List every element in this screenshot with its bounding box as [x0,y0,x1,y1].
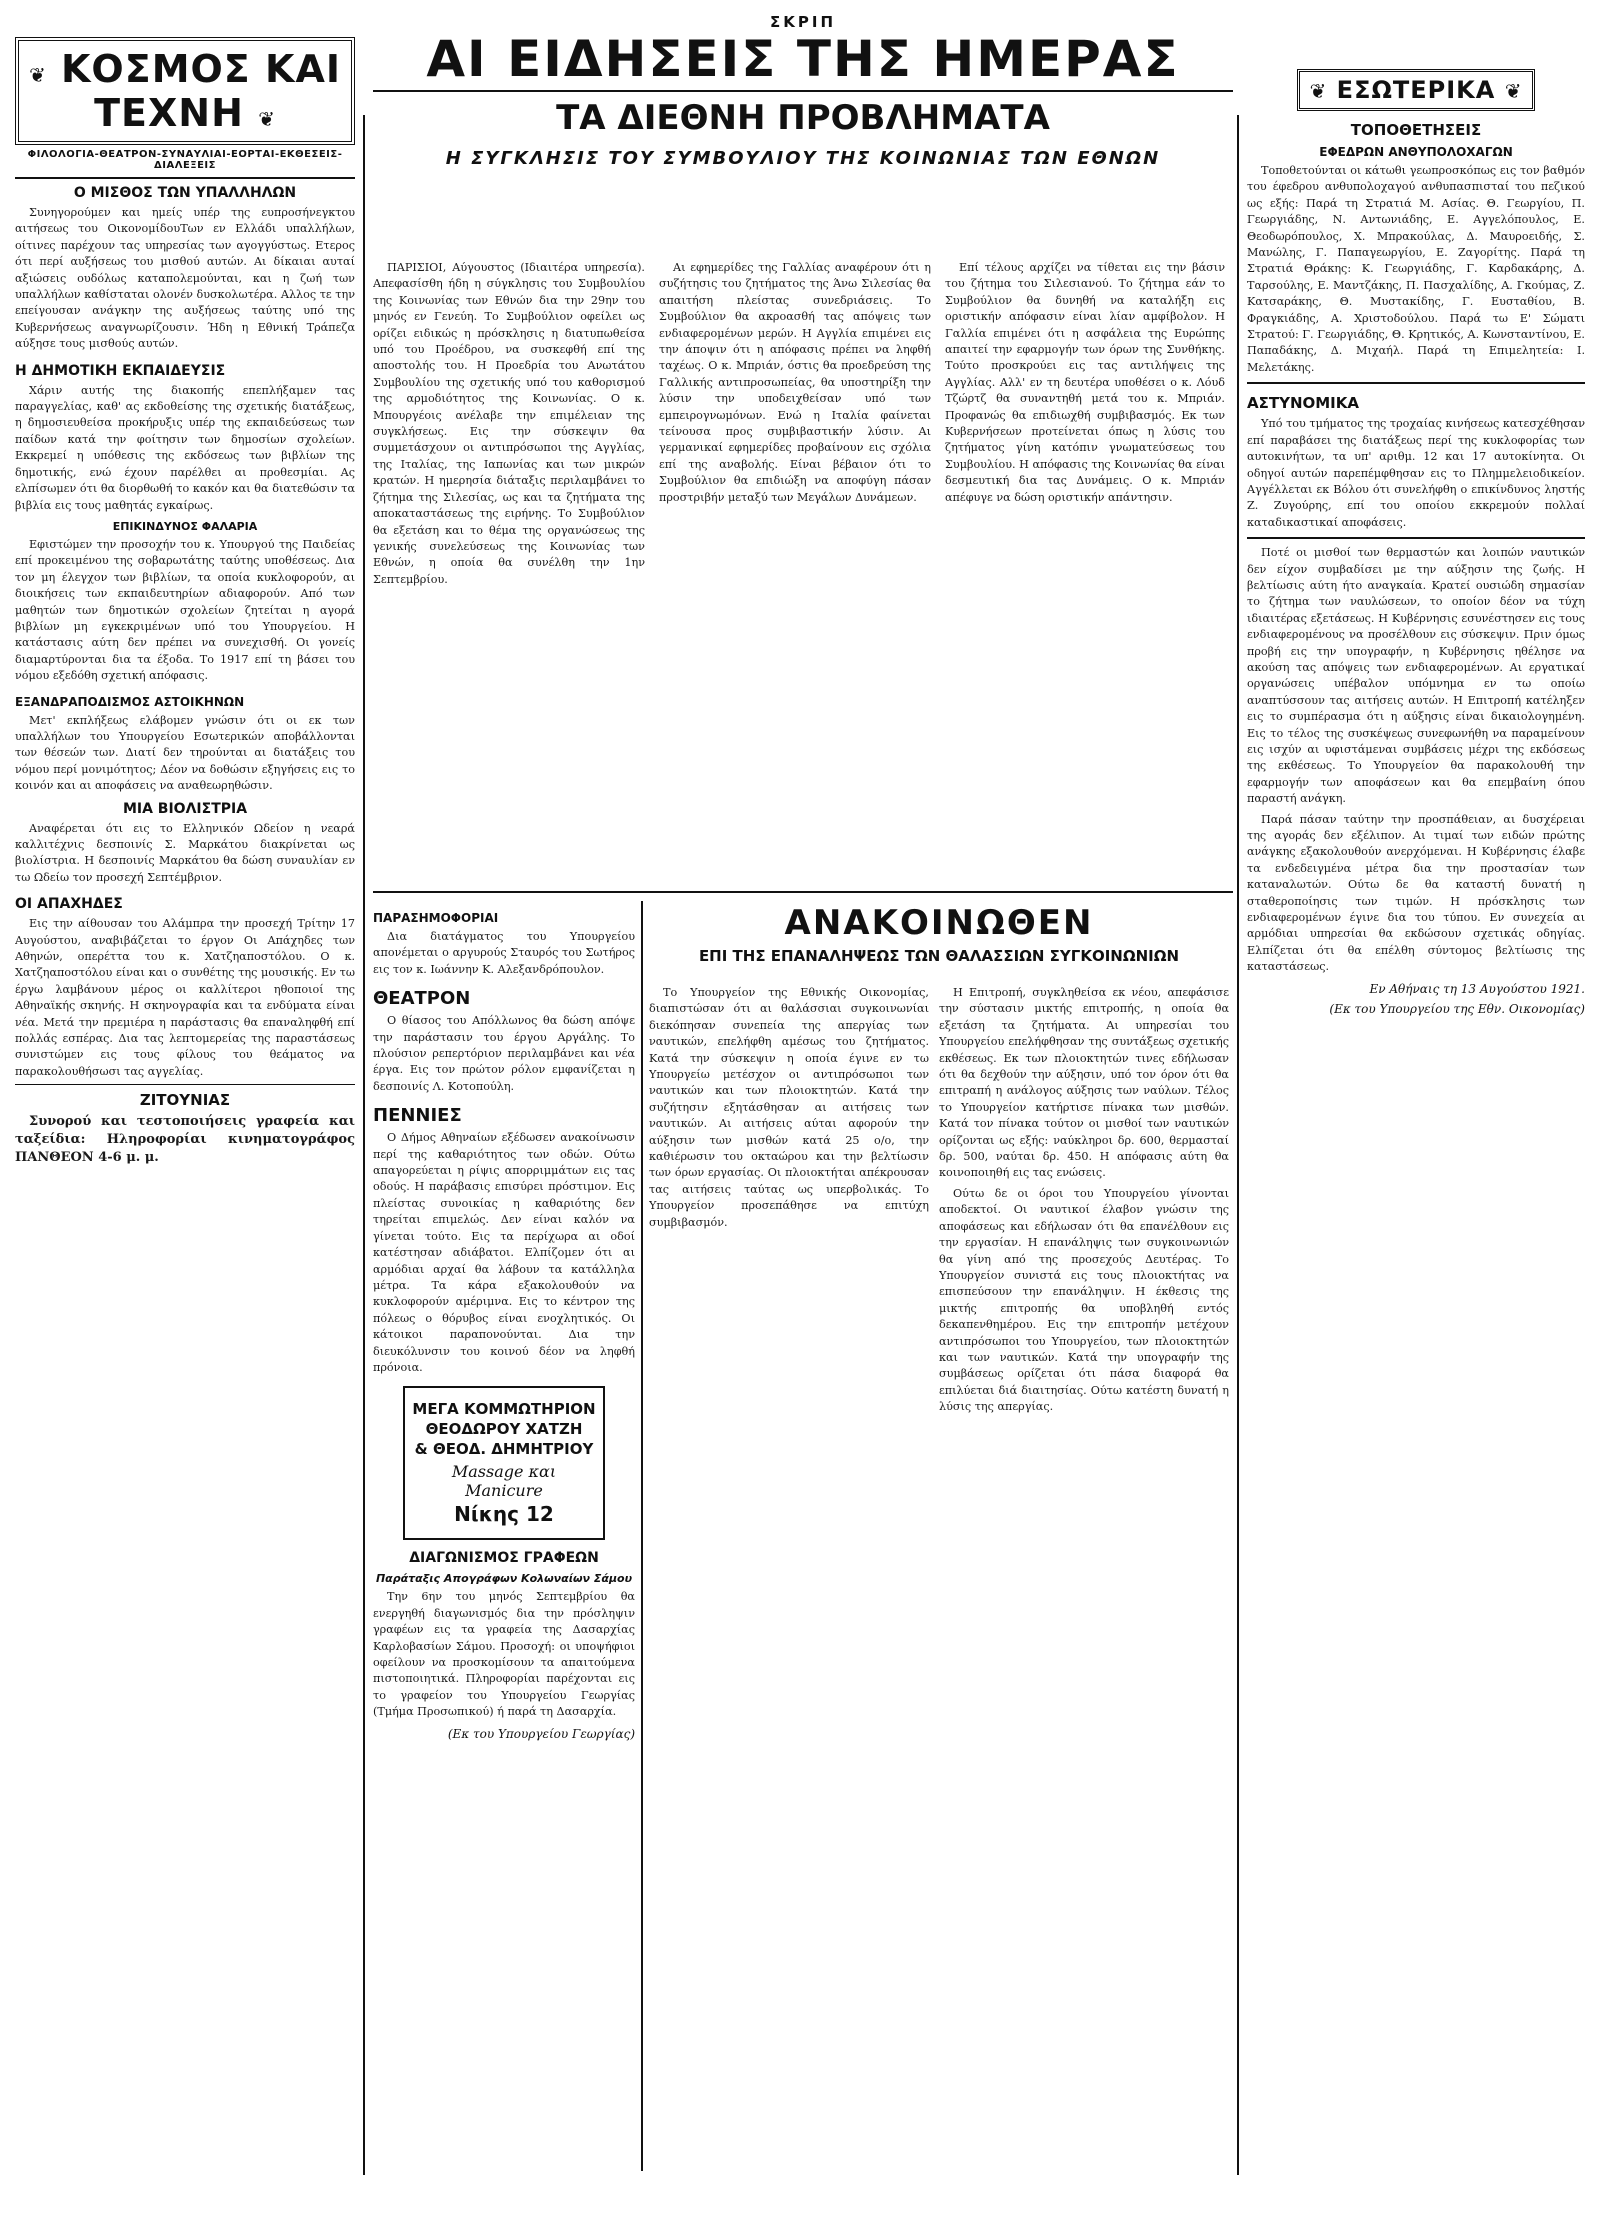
article-paris-3: Επί τέλους αρχίζει να τίθεται εις την βάσιν του ζήτημα του Σιλεσιανού. Το ζήτημα εάν το Συμβούλιον θα δυνηθή να καταλήξη εις οριστικήν απόφασιν είναι λίαν αμφίβολον. Η Γαλλία επιμένει ότι η ασφάλεια της Ευρώπης απαιτεί την εφαρμογήν των όρων της Συνθήκης. Τούτο προσκρούει εις τας αντιλήψεις της Αγγλίας. Αλλ' εν τη δευτέρα υποθέσει ο κ. Λόυδ Τζώρτζ θα συναντηθή μετά του κ. Μπριάν. Προφανώς θα επιδιωχθή συμβιβασμός. Εκ των Κυβερνήσεων προτείνεται όπως η λύσις του ζητήματος γίνη κατόπιν γνωματεύσεως του Συμβουλίου. Η απόφασις της Κοινωνίας θα είναι δεσμευτική δια τας Δυνάμεις. Ο κ. Μπριάν απέφυγε να δώση οριστικήν απάντησιν. [945,261,1225,504]
notice-signature: (Εκ του Υπουργείου Γεωργίας) [447,1726,635,1741]
announcement-title: ΑΝΑΚΟΙΝΩΘΕΝ [784,903,1094,943]
ornament-left-icon: ❦ [28,63,47,87]
ad-line-2: ΘΕΟΔΩΡΟΥ ΧΑΤΖΗ [425,1420,583,1439]
barber-advertisement [403,1386,605,1540]
headline-parasimofories: ΠΑΡΑΣΗΜΟΦΟΡΙΑΙ [373,911,499,925]
announcement-title-block [649,903,1229,993]
article-nautika: Ποτέ οι μισθοί των θερμαστών και λοιπών ναυτικών δεν είχον συμβαδίσει με την αύξησιν της ζωής. Η βελτίωσις αύτη ήτο αναγκαία. Κρατεί ουσιώδη σημασίαν το ζήτημα των ναυλώσεων, το οποίον δέον να τύχη ιδιαιτέρας εξετάσεως. Η Κυβέρνησις εσυνέστησεν εις τους ενδιαφερομένους να προσέλθουν εις σύσκεψιν. Πριν όμως προβή εις την υπογραφήν, η Κυβέρνησις ηθέλησε να ακούση τας απόψεις των ενδιαφερομένων. Αι εργατικαί οργανώσεις υπέβαλον υπόμνημα εν τω οποίω αναπτύσσουν τας αιτήσεις αυτών. Η Επιτροπή κατέληξεν εις το συμπέρασμα ότι η αύξησις είναι δικαιολογημένη. Εις το τέλος της συσκέψεως συνεφωνήθη να παραμείνουν εις ισχύν αι υφιστάμεναι συμβάσεις μέχρι της εκδόσεως της εκθέσεως. Το Υπουργείον θα παρακολουθή την εφαρμογήν των αποφάσεων και θα επεμβαίνη όπου παραστή ανάγκη. Παρά πάσαν ταύτην την προσπάθειαν, αι δυσχέρειαι της αγοράς δεν εξέλιπον. Αι τιμαί των ειδών πρώτης ανάγκης εξακολουθούν ανερχόμεναι. Η Κυβέρνησις έλαβε τα ενδεδειγμένα μέτρα δια την προστασίαν των καταναλωτών. Ούτω δε θα καταστή δυνατή η σταθεροποίησις των τιμών. Η πρόσκλησις των ενδιαφερομένων έγινε δια του τύπου. Εν συνεχεία αι αρμόδιαι υπηρεσίαι θα εκδώσουν σχετικάς οδηγίας. Ελπίζεται ότι θα επέλθη σύντομος βελτίωσις της καταστάσεως. [1247,546,1585,974]
announcement-text-2: Η Επιτροπή, συγκληθείσα εκ νέου, απεφάσισε την σύστασιν μικτής επιτροπής, η οποία θα εξετάση τα ζητήματα. Αι υπηρεσίαι του Υπουργείου επελήφθησαν της συντάξεως σχετικής εκθέσεως. Εκ των πλοιοκτητών τινες εδήλωσαν ότι θα δεχθούν την αύξησιν, υπό τον όρον ότι θα επιτραπή η ανάλογος αύξησις των ναύλων. Τέλος το Υπουργείον κατήρτισε πίνακα των μισθών. Κατά τον πίνακα τούτον οι μισθοί των ναυτικών ορίζονται ως εξής: ναύκληροι δρ. 600, θερμασταί δρ. 500, ναύται δρ. 450. Η απόφασις αύτη θα κοινοποιηθή εις τας ενώσεις. Ούτω δε οι όροι του Υπουργείου γίνονται αποδεκτοί. Οι ναυτικοί έλαβον γνώσιν της αποφάσεως και εδήλωσαν ότι θα επανέλθουν εις την εργασίαν. Η επανάληψις των συγκοινωνιών θα γίνη από της προσεχούς Δευτέρας. Το Υπουργείον συνιστά εις τους πλοιοκτήτας να επισπεύσουν την επανάληψιν. Η έκθεσις της μικτής επιτροπής θα υποβληθή εντός δεκαπενθημέρου. Εις την επιτροπήν μετέχουν αντιπρόσωποι του Υπουργείου, των πλοιοκτητών και των ναυτικών. Κατά την υπογραφήν της συμβάσεως ορίζεται ότι πάσα διαφορά θα επιλύεται διά διαιτησίας. Ούτω κατέστη δυνατή η λύσις της απεργίας. [939,986,1229,1414]
announcement-col-2 [939,985,1229,2175]
headline-astynomika: ΑΣΤΥΝΟΜΙΚΑ [1247,394,1359,413]
headline-pennies: ΠΕΝΝΙΕΣ [373,1105,462,1127]
article-topothetiseis: Τοποθετούνται οι κάτωθι γεωπροσκόπως εις τον βαθμόν του έφεδρου ανθυπολοχαγού ανθυπασπισταί του πεζικού ως εξής: Παρά τη Στρατιά Μ. Ασίας. Θ. Γεωργίου, Π. Γεωργιάδης, Ν. Αντωνιάδης, Ε. Αγγελόπουλος, Ε. Θεοδωρόπουλος, Χ. Μπρακούλας, Δ. Μαυροειδής, Σ. Μανώλης, Γ. Παπαγεωργίου, Ε. Ζαγορίτης. Παρά τη Στρατιά Θράκης: Κ. Γεωργιάδης, Γ. Καρδακάρης, Δ. Ταρσούλης, Ε. Μαντζάκης, Π. Πασχαλίδης, Α. Γκούμας, Ζ. Κατσαράκης, Θ. Μυστακίδης, Γ. Ευσταθίου, Β. Φραγκιάδης, Α. Χριστοδούλου. Παρά τω Ε' Σώματι Στρατού: Γ. Γεωργιάδης, Θ. Κρητικός, Α. Κωνσταντίνου, Ε. Παπαδάκης, Δ. Μιχαήλ. Παρά τη Επιμελητεία: Ι. Μελετάκης. [1247,164,1585,374]
headline-misthos: Ο ΜΙΣΘΟΣ ΤΩΝ ΥΠΑΛΛΗΛΩΝ [73,185,297,201]
esoterika-banner [1297,69,1536,111]
article-dimotiki: Χάριν αυτής της διακοπής επεπλήξαμεν τας παραγγελίας, καθ' ας εκδοθείσης της σχετικής διατάξεως, η δημοσιευθείσα προκήρυξις υπέρ της εκπαιδεύσεως των παίδων κατά την φοίτησιν των δημοσίων σχολείων. Εκκρεμεί η υπόθεσις της εκδόσεως των βιβλίων της δημοτικής, ενώ έχουν παρέλθει αι προθεσμίαι. Ας ελπίσωμεν ότι θα διορθωθή το κακόν και θα διατεθώσιν τα βιβλία εις τους μαθητάς εγκαίρως. [15,383,355,512]
top-strip: ΣΚΡΙΠ [770,15,836,31]
article-pennies: Ο Δήμος Αθηναίων εξέδωσεν ανακοίνωσιν περί της καθαριότητος των οδών. Ούτω απαγορεύεται η ρίψις απορριμμάτων εις τας οδούς. Η παράβασις επισύρει πρόστιμον. Εις πλείστας συνοικίας η καθαριότης δεν τηρείται επιμελώς. Δεν είναι καλόν να γίνεται τούτο. Εις τα περίχωρα αι οδοί κατέστησαν αδιάβατοι. Ελπίζομεν ότι αι αρμόδιαι αρχαί θα λάβουν τα κατάλληλα μέτρα. Τα κάρα εξακολουθούν να κυκλοφορούν αμέριμνα. Εις το κέντρον της πόλεως ο θόρυβος είναι ενοχλητικός. Οι κάτοικοι παραπονούνται. Δια την διευκόλυνσιν του κοινού δέον να ληφθή πρόνοια. [373,1131,635,1374]
divider [1247,382,1585,384]
divider [373,90,1233,92]
article-theatron: Ο θίασος του Απόλλωνος θα δώση απόψε την παράστασιν του έργου Αργάλης. Το πλούσιον ρεπερτόριον περιλαμβάνει και νέα έργα. Εις τον πρώτον ρόλον εμφανίζεται η δεσποινίς Λ. Κοτοπούλη. [373,1014,635,1093]
ad-line-1: ΜΕΓΑ ΚΟΜΜΩΤΗΡΙΟΝ [412,1400,596,1419]
headline-apachides: ΟΙ ΑΠΑΧΗΔΕΣ [15,896,123,913]
article-parasimofories: Δια διατάγματος του Υπουργείου απονέμεται ο αργυρούς Σταυρός του Σωτήρος εις τον κ. Ιωάννην Κ. Αλεξανδρόπουλον. [373,930,635,976]
news-of-the-day-title: ΑΙ ΕΙΔΗΣΕΙΣ ΤΗΣ ΗΜΕΡΑΣ [426,30,1180,88]
ministry-signature: (Εκ του Υπουργείου της Εθν. Οικονομίας) [1329,1001,1585,1016]
article-paris-1: ΠΑΡΙΣΙΟΙ, Αύγουστος (Ιδιαιτέρα υπηρεσία). Απεφασίσθη ήδη η σύγκλησις του Συμβουλίου της Κοινωνίας των Εθνών δια την 29ην του μηνός εν Γενεύη. Το Συμβούλιον οφείλει ως ορίζει ειδικώς η πρόσκλησις η διατυπωθείσα υπό του Προέδρου, να συσκεφθή επί της αποστολής του. Η Προεδρία του Ανωτάτου Συμβουλίου της σχετικής υπό του καθορισμού της αρμοδιότητος της Κοινωνίας. Ο κ. Μπουργέοις ανέλαβε την επιμέλειαν της συγκλήσεως. Εις την σύσκεψιν θα συμμετάσχουν οι αντιπρόσωποι της Αγγλίας, της Ιταλίας, της Ιαπωνίας και των μικρών κρατών. Η ημερησία διάταξις περιλαμβάνει το ζήτημα της Σιλεσίας, ως και τα ζητήματα της αποκαταστάσεως της ειρήνης. Το Συμβούλιον θα εξετάση και το θέμα της οργανώσεως της γενικής συνελεύσεως της Κοινωνίας των Εθνών, η οποία θα συνέλθη την 1ην Σεπτεμβρίου. [373,261,645,586]
divider [15,1084,355,1085]
column-rule [363,115,365,2175]
headline-zitounias: ΖΙΤΟΥΝΙΑΣ [139,1091,231,1110]
banner-subjects: ΦΙΛΟΛΟΓΙΑ-ΘΕΑΤΡΟΝ-ΣΥΝΑΥΛΙΑΙ-ΕΟΡΤΑΙ-ΕΚΘΕΣΕΙΣ-ΔΙΑΛΕΞΕΙΣ [27,149,343,171]
article-astynomika: Υπό του τμήματος της τροχαίας κινήσεως κατεσχέθησαν επί παραβάσει της διατάξεως περί της κυκλοφορίας των αυτοκινήτων, τα υπ' αριθμ. 12 και 17 αυτοκίνητα. Οι οδηγοί αυτών παρεπέμφθησαν εις το Πλημμελειοδικείον. Αγγέλλεται εκ Βόλου ότι συνελήφθη ο επικίνδυνος ληστής Ζ. Ζυγούρης, επί του οποίου εκκρεμούν πολλαί καταδικαστικαί αποφάσεις. [1247,417,1585,529]
article-paris-2: Αι εφημερίδες της Γαλλίας αναφέρουν ότι η συζήτησις του ζητήματος της Άνω Σιλεσίας θα απαιτήση πλείστας συνεδριάσεις. Το Συμβούλιον θα ακροασθή τας απόψεις των ενδιαφερομένων μερών. Η Αγγλία επιμένει εις την άποψιν ότι η απόφασις πρέπει να ληφθή ταχέως. Ο κ. Μπριάν, όστις θα προεδρεύση της Γαλλικής αντιπροσωπείας, θα υποστηρίξη την λύσιν την υποδειχθείσαν υπό των εμπειρογνωμόνων. Ενώ η Ιταλία φαίνεται τείνουσα προς συμβιβαστικήν λύσιν. Αι γερμανικαί εφημερίδες προβαίνουν εις σχόλια επί της αναβολής. Είναι βέβαιον ότι το Συμβούλιον θα επιδιώξη να αποφύγη πάσαν προστριβήν μεταξύ των Μεγάλων Δυνάμεων. [659,261,931,504]
divider [373,891,1233,893]
article-astoikinon: Μετ' εκπλήξεως ελάβομεν γνώσιν ότι οι εκ των υπαλλήλων του Υπουργείου Εσωτερικών αποβάλλονται των θέσεών των. Διατί δεν τηρούνται αι διατάξεις του νόμου περί μονιμότητος; Δέον να δοθώσιν εξηγήσεις εις το κοινόν και αι αποφάσεις να αναθεωρηθώσιν. [15,713,355,793]
headline-topothetiseis: ΤΟΠΟΘΕΤΗΣΕΙΣ [1350,121,1482,139]
ad-line-4: Massage και Manicure [451,1462,557,1501]
mid-left-column [373,901,635,2181]
announcement-col-1 [649,985,929,2175]
article-zitounias: Συνορού και τεστοποιήσεις γραφεία και ταξείδια: Ηληροφορίαι κινηματογράφος ΠΑΝΘΕΟΝ 4-6 μ. μ. [15,1114,355,1166]
newspaper-page [15,15,1585,2185]
center-col-1 [373,260,645,880]
ornament-icon: ❦ [1504,79,1523,103]
kosmos-kai-texni-banner [15,37,355,145]
subhead-diagonismos: Παράταξις Απογράφων Κολωναίων Σάμου [375,1572,633,1586]
divider [1247,537,1585,539]
announcement-text-1: Το Υπουργείον της Εθνικής Οικονομίας, διαπιστώσαν ότι αι θαλάσσιαι συγκοινωνίαι διεκόπησαν συνεπεία της απεργίας των ναυτικών, επελήφθη αμέσως του ζητήματος. Κατά την σύσκεψιν η οποία έγινε εν τω Υπουργείω μετέσχον οι αντιπρόσωποι των ναυτικών και των πλοιοκτητών. Κατά την συζήτησιν εξητάσθησαν αι αιτήσεις των ναυτικών. Αι αιτήσεις αύται αφορούν την αύξησιν των μισθών κατά 25 ο/ο, την καθιέρωσιν του οκταώρου και την βελτίωσιν των όρων εργασίας. Οι πλοιοκτήται απέκρουσαν τας αιτήσεις ταύτας ως υπερβολικάς. Το Υπουργείον προσεπάθησε να επιτύχη συμβιβασμόν. [649,986,929,1229]
article-falaria: Εφιστώμεν την προσοχήν του κ. Υπουργού της Παιδείας επί προκειμένου της σοβαρωτάτης ταύτης υποθέσεως. Δια τον μη έλεγχον των βιβλίων, τα οποία κυκλοφορούν, αι διοικήσεις των εκπαιδευτηρίων αδιαφορούν. Από των μαθητών των δημοτικών σχολείων ζητείται η αγορά βιβλίων μη εγκεκριμένων υπό του Υπουργείου. Η κατάστασις αύτη δεν πρέπει να συνεχισθή. Οι γονείς διαμαρτύρονται δια τα έξοδα. Το 1917 επί τη βάσει του νόμου εξεδόθη σχετική απόφασις. [15,537,355,683]
article-apachides: Εις την αίθουσαν του Αλάμπρα την προσεχή Τρίτην 17 Αυγούστου, αναβιβάζεται το έργον Οι Απάχηδες των Αθηνών, οπερέττα του κ. Χατζηαποστόλου. Ο κ. Χατζηαποστόλου είναι και ο συνθέτης της μουσικής. Εν τω έργω λαμβάνουν μέρος οι καλλίτεροι ηθοποιοί της Αθηναϊκής σκηνής. Η σκηνογραφία και τα ενδύματα είναι νέα. Μετά την πρεμιέρα η παράστασις θα επαναληφθή επί πολλάς εσπέρας. Δια τας λεπτομερείας της παραστάσεως συνιστώμεν εις τους φίλους του θεάματος να παρακολουθήσωσι τας αγγελίας. [15,917,355,1078]
headline-astoikinon: ΕΞΑΝΔΡΑΠΟΔΙΣΜΟΣ ΑΣΤΟΙΚΗΝΩΝ [15,694,245,709]
divider [15,177,355,179]
ad-line-3: & ΘΕΟΔ. ΔΗΜΗΤΡΙΟΥ [414,1440,594,1459]
ornament-icon: ❦ [1309,79,1328,103]
column-rule [1237,115,1239,2175]
headline-dimotiki: Η ΔΗΜΟΤΙΚΗ ΕΚΠΑΙΔΕΥΣΙΣ [15,362,226,379]
headline-violistria: ΜΙΑ ΒΙΟΛΙΣΤΡΙΑ [122,800,248,817]
esoterika-title: ΕΣΩΤΕΡΙΚΑ [1336,76,1496,104]
article-misthos: Συνηγορούμεν και ημείς υπέρ της ευπροσήνεγκτου αιτήσεως του ΟικονομίδουΤων εν Ελλάδι υπαλλήλων, οίτινες παρέχουν τας υπηρεσίας των αγογγύστως. Ετερος ότι περί αυξήσεως του μισθού αυτών. Αι δίκαιαι αυταί αξιώσεις ουδόλως καταπολεμούνται, και η ζωή των υπαλλήλων καθίσταται ολονέν δυσκολωτέρα. Αλλος τε την επείγουσαν ανάγκην της αυξήσεως ταύτης υπό της Κυβερνήσεως αναγνωρίζουσιν. Ήδη η Εθνική Τράπεζα αύξησε τους μισθούς αυτών. [15,206,355,351]
column-rule [641,901,643,2171]
center-col-2 [659,260,931,880]
announcement-subtitle: ΕΠΙ ΤΗΣ ΕΠΑΝΑΛΗΨΕΩΣ ΤΩΝ ΘΑΛΑΣΣΙΩΝ ΣΥΓΚΟΙΝΩΝΙΩΝ [698,947,1180,965]
article-diagonismos: Την 6ην του μηνός Σεπτεμβρίου θα ενεργηθή διαγωνισμός δια την πρόσληψιν γραφέων εις τα γραφεία της Δασαρχίας Καρλοβασίων Σάμου. Προσοχή: οι υποψήφιοι οφείλουν να προσκομίσουν τα απαιτούμενα πιστοποιητικά. Πληροφορίαι παρέχονται εις το γραφείον του Υπουργείου Γεωργίας (Τμήμα Προσωπικού) ή παρά τη Δασαρχία. [373,1590,635,1719]
headline-falaria: ΕΠΙΚΙΝΔΥΝΟΣ ΦΑΛΑΡΙΑ [112,519,258,533]
subhead-efedron: ΕΦΕΔΡΩΝ ΑΝΘΥΠΟΛΟΧΑΓΩΝ [1319,145,1513,159]
left-column [15,15,355,2175]
headline-theatron: ΘΕΑΤΡΟΝ [373,988,471,1010]
right-column [1247,15,1585,2175]
league-council-deck: Η ΣΥΓΚΛΗΣΙΣ ΤΟΥ ΣΥΜΒΟΥΛΙΟΥ ΤΗΣ ΚΟΙΝΩΝΙΑΣ ΤΩΝ ΕΘΝΩΝ [445,148,1161,169]
international-problems-title: ΤΑ ΔΙΕΘΝΗ ΠΡΟΒΛΗΜΑΤΑ [556,98,1050,138]
article-violistria: Αναφέρεται ότι εις το Ελληνικόν Ωδείον η νεαρά καλλιτέχνις δεσποινίς Σ. Μαρκάτου διακρίνεται ως βιολίστρια. Η δεσποινίς Μαρκάτου θα δώση συναυλίαν εν τω Ωδείω τον προσεχή Σεπτέμβριον. [15,821,355,884]
ad-line-5: Νίκης 12 [454,1502,554,1527]
ornament-right-icon: ❦ [258,107,276,131]
banner-title: ΚΟΣΜΟΣ ΚΑΙ ΤΕΧΝΗ [60,47,341,135]
right-header [1247,15,1585,111]
headline-diagonismos: ΔΙΑΓΩΝΙΣΜΟΣ ΓΡΑΦΕΩΝ [409,1550,599,1567]
center-col-3 [945,260,1225,880]
date-signature: Εν Αθήναις τη 13 Αυγούστου 1921. [1369,981,1585,996]
